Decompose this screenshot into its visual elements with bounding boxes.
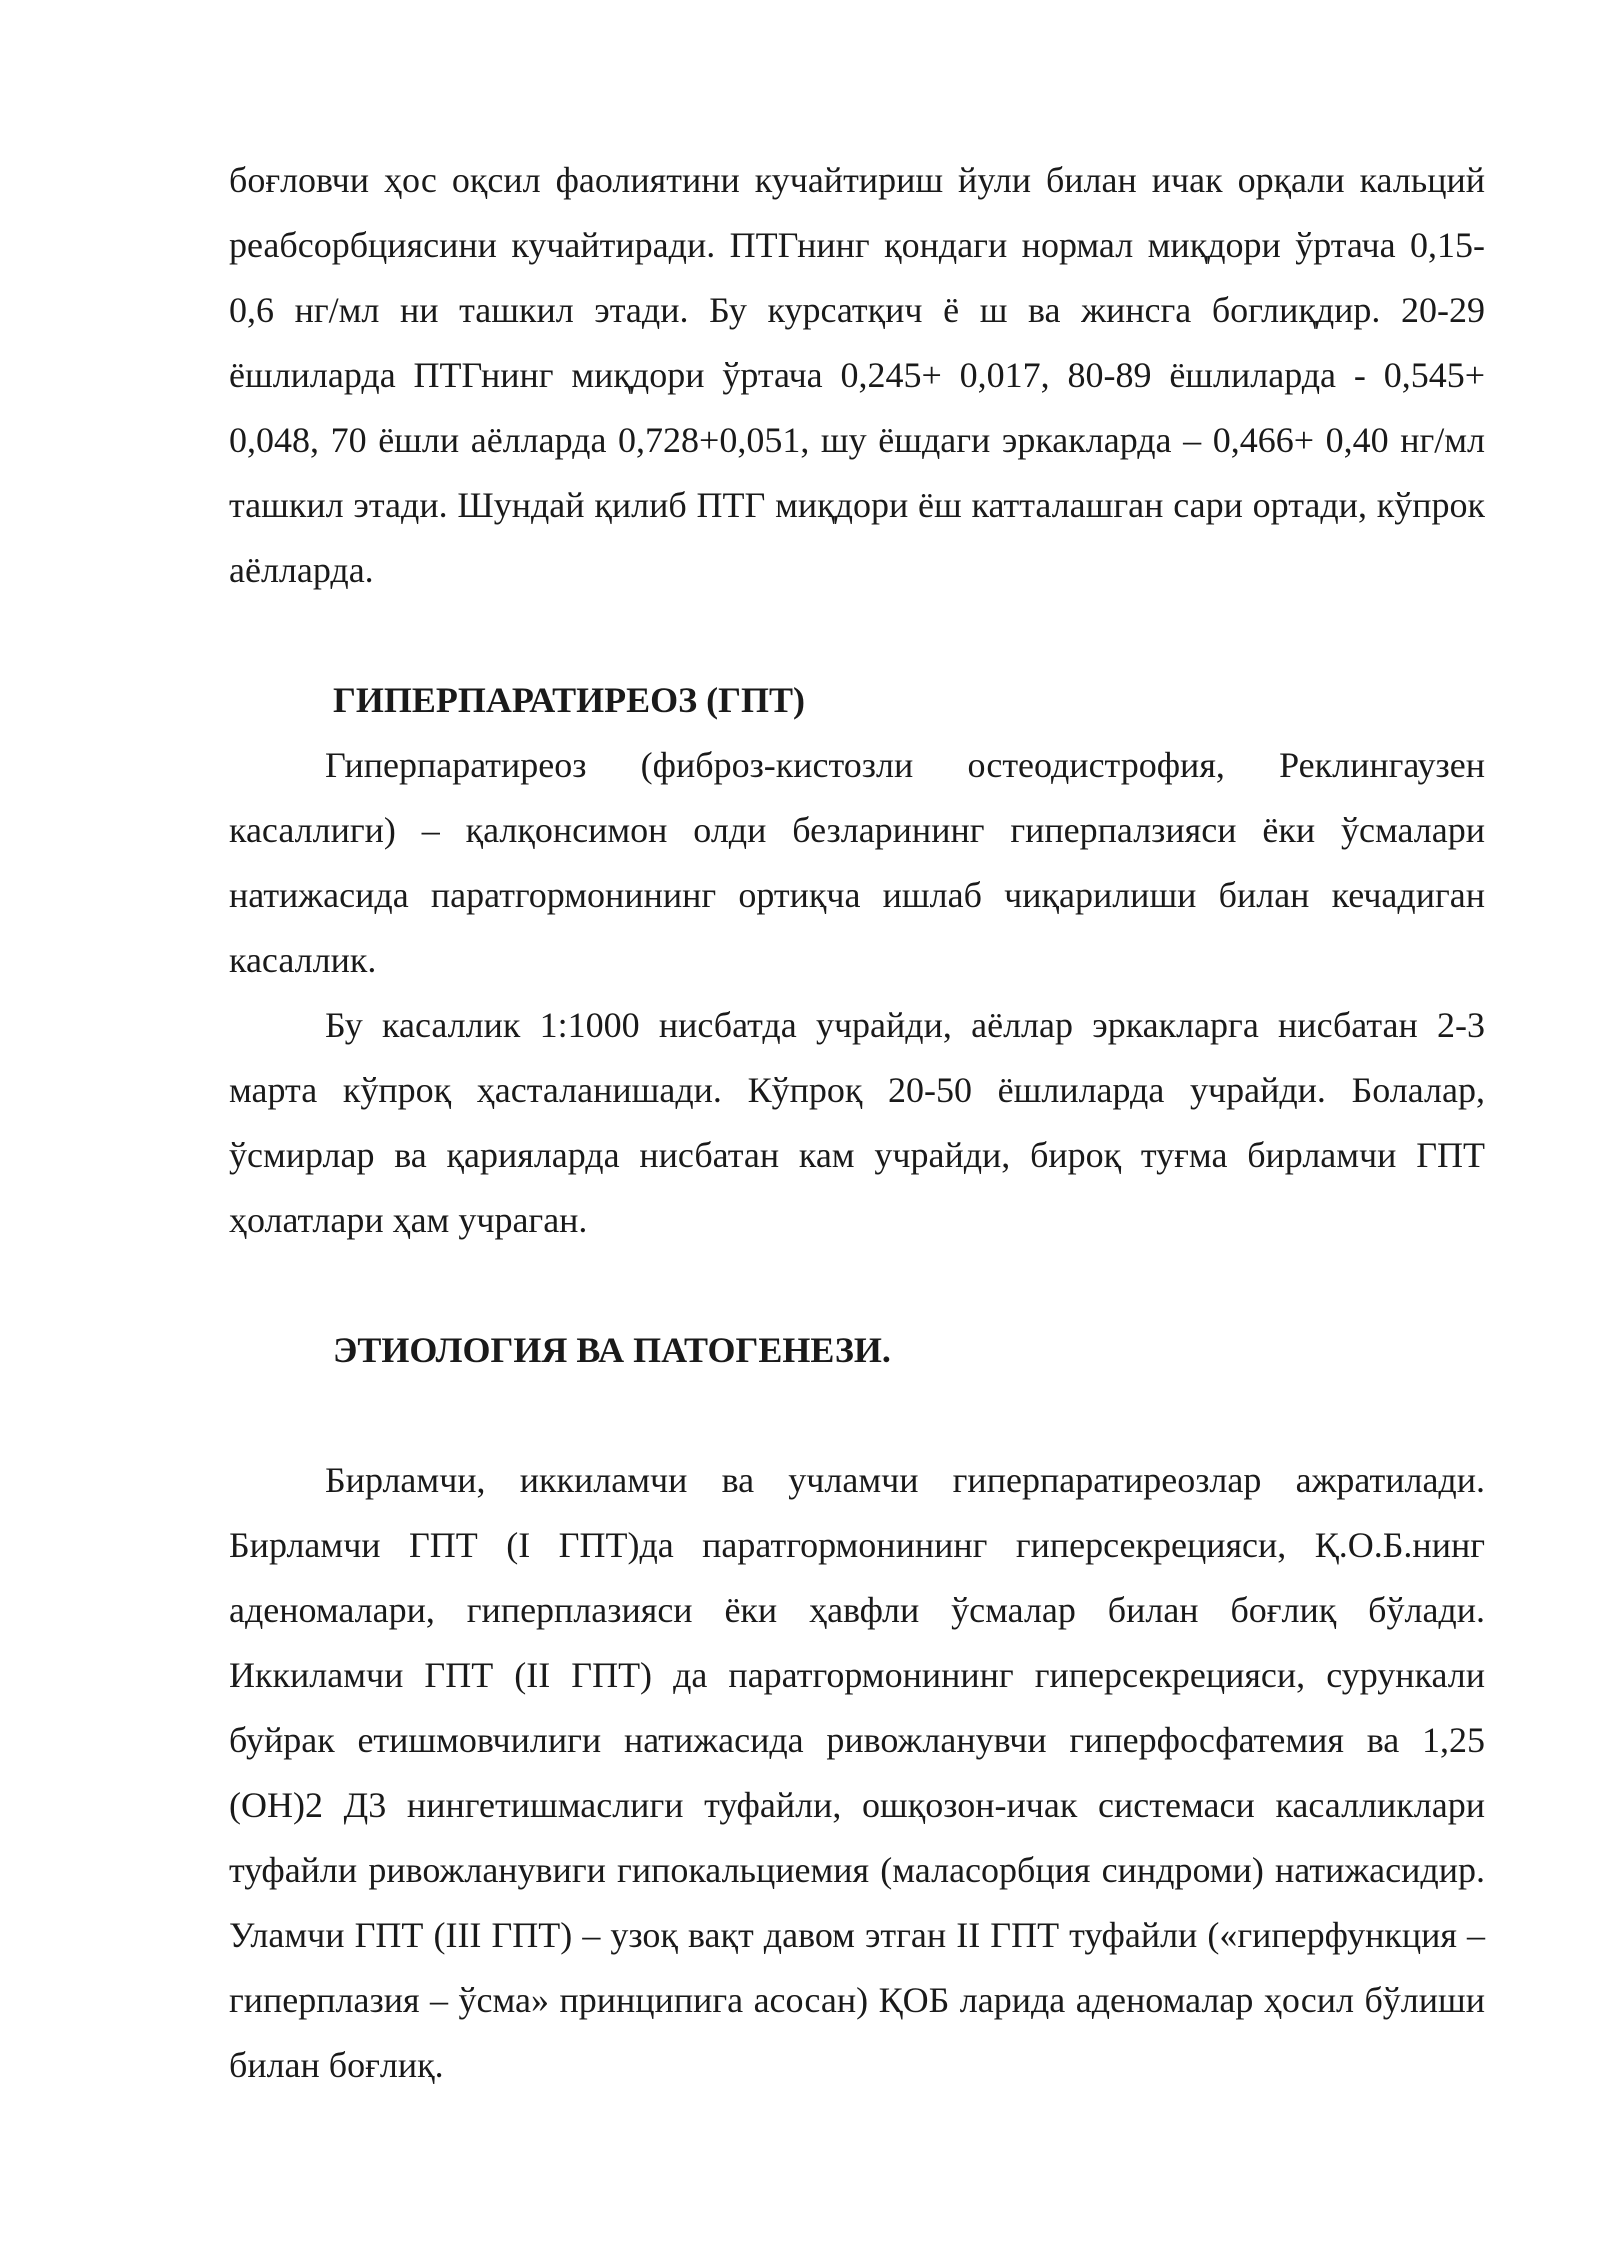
spacer xyxy=(229,1253,1485,1318)
paragraph-etiology: Бирламчи, иккиламчи ва учламчи гиперпаратиреозлар ажратилади. Бирламчи ГПТ (I ГПТ)да паратгормонининг гиперсекрецияси, Қ.О.Б.нинг аденомалари, гиперплазияси ёки ҳавфли ўсмалар билан боғлиқ бўлади. Иккиламчи ГПТ (II ГПТ) да паратгормонининг гиперсекрецияси, сурункали буйрак етишмовчилиги натижасида ривожланувчи гиперфосфатемия ва 1,25 (ОН)2 Д3 нингетишмаслиги туфайли, ошқозон-ичак системаси касалликлари туфайли ривожланувиги гипокальциемия (маласорбция синдроми) натижасидир. Уламчи ГПТ (III ГПТ) – узоқ вақт давом этган II ГПТ туфайли («гиперфункция – гиперплазия – ўсма» принципига асосан) ҚОБ ларида аденомалар ҳосил бўлиши билан боғлиқ. xyxy=(229,1460,1485,2085)
spacer xyxy=(229,1383,1485,1448)
section-heading-hyperparathyroidism: ГИПЕРПАРАТИРЕОЗ (ГПТ) xyxy=(333,680,806,720)
paragraph-continued: боғловчи ҳос оқсил фаолиятини кучайтириш йули билан ичак орқали кальций реабсорбциясини кучайтиради. ПТГнинг қондаги нормал миқдори ўртача 0,15-0,6 нг/мл ни ташкил этади. Бу курсатқич ё ш ва жинсга боглиқдир. 20-29 ёшлиларда ПТГнинг миқдори ўртача 0,245+ 0,017, 80-89 ёшлиларда - 0,545+ 0,048, 70 ёшли аёлларда 0,728+0,051, шу ёшдаги эркакларда – 0,466+ 0,40 нг/мл ташкил этади. Шундай қилиб ПТГ миқдори ёш катталашган сари ортади, кўпрок аёлларда. xyxy=(229,160,1485,590)
paragraph-prevalence: Бу касаллик 1:1000 нисбатда учрайди, аёллар эркакларга нисбатан 2-3 марта кўпроқ ҳасталанишади. Кўпроқ 20-50 ёшлиларда учрайди. Болалар, ўсмирлар ва қарияларда нисбатан кам учрайди, бироқ туғма бирламчи ГПТ ҳолатлари ҳам учраган. xyxy=(229,1005,1485,1240)
paragraph-definition: Гиперпаратиреоз (фиброз-кистозли остеодистрофия, Реклингаузен касаллиги) – қалқонсимон олди безларининг гиперпалзияси ёки ўсмалари натижасида паратгормонининг ортиқча ишлаб чиқарилиши билан кечадиган касаллик. xyxy=(229,745,1485,980)
document-body xyxy=(229,148,1485,2098)
spacer xyxy=(229,603,1485,668)
section-heading-etiology: ЭТИОЛОГИЯ ВА ПАТОГЕНЕЗИ. xyxy=(333,1330,891,1370)
